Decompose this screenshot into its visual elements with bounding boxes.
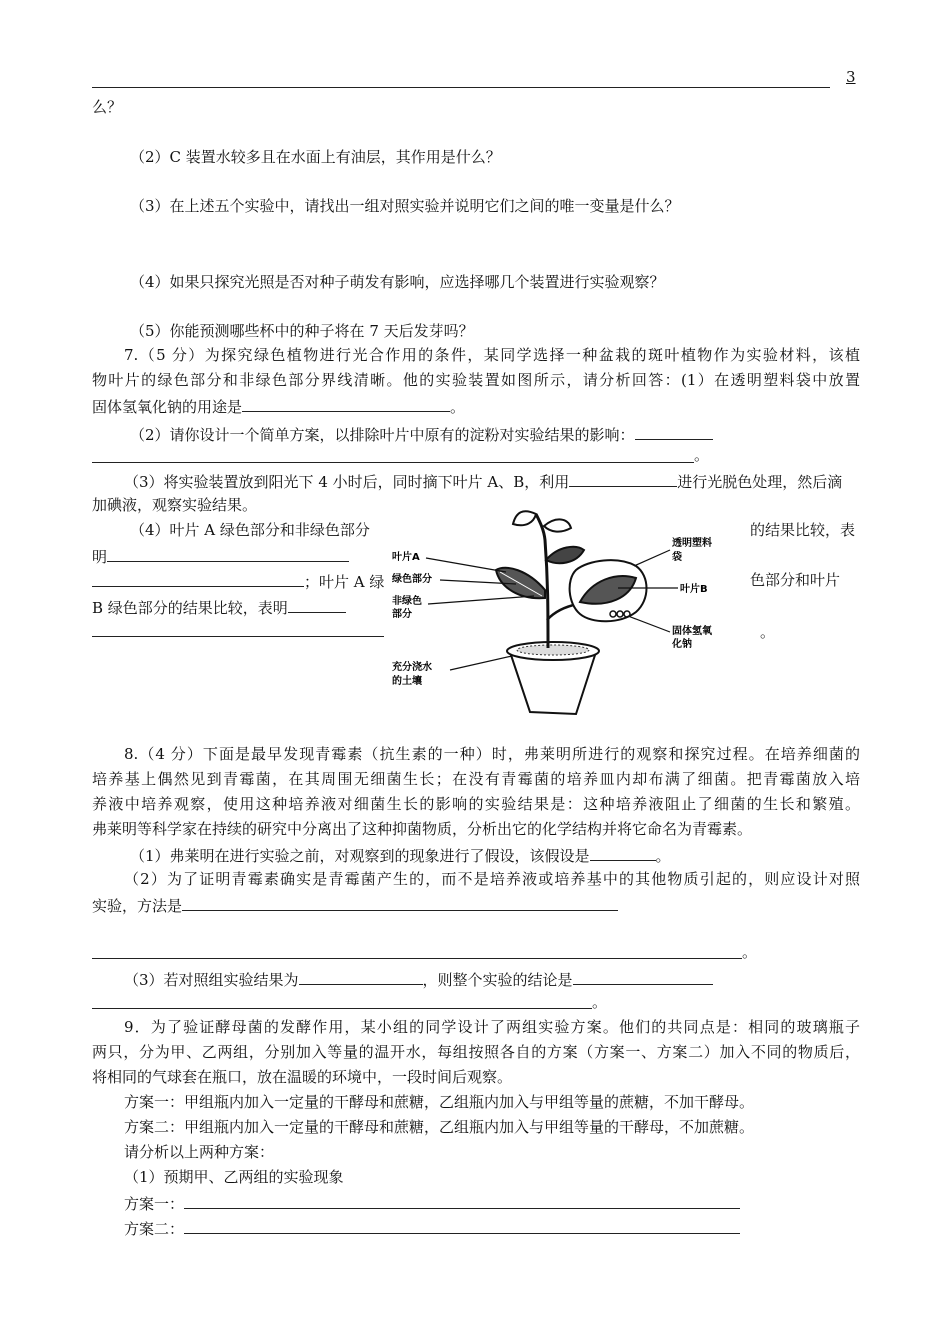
answer-blank-leafA-conclusion-cont[interactable] [92, 570, 304, 587]
label-leaf-a: 叶片A [392, 552, 420, 563]
q7-part4-text-right2: 色部分和叶片 [750, 571, 841, 589]
q7-part4-ming [92, 545, 349, 567]
q7-part3-text: （3）将实验装置放到阳光下 4 小时后，同时摘下叶片 A、B，利用 [124, 473, 570, 491]
label-green-part: 绿色部分 [392, 574, 432, 585]
answer-blank-leafAB-conclusion[interactable] [288, 596, 346, 613]
label-leaf-b: 叶片B [680, 584, 708, 595]
q9-answer2-label: 方案二： [124, 1220, 185, 1238]
q9-plan1: 方案一：甲组瓶内加入一定量的干酵母和蔗糖，乙组瓶内加入与甲组等量的蔗糖，不加干酵母。 [124, 1093, 755, 1111]
q7-part4-text-right: 的结果比较，表 [750, 521, 856, 539]
plant-experiment-figure [388, 500, 748, 722]
q7-part3-line2: 加碘液，观察实验结果。 [92, 496, 258, 514]
q9-answer1-label: 方案一： [124, 1195, 185, 1213]
q7-line1: 7.（5 分）为探究绿色植物进行光合作用的条件，某同学选择一种盆栽的斑叶植物作为实验材料，该植 [124, 346, 860, 364]
answer-line-leafAB-conclusion[interactable] [92, 636, 384, 637]
top-leaf [513, 511, 536, 525]
q7-part4-line3 [92, 570, 384, 592]
q9-plan2: 方案二：甲组瓶内加入一定量的干酵母和蔗糖，乙组瓶内加入与甲组等量的干酵母，不加蔗糖。 [124, 1118, 755, 1136]
label-nongreen-part-2: 部分 [392, 609, 412, 620]
answer-blank-starch-removal[interactable] [635, 423, 713, 440]
label-plastic-bag-2: 袋 [672, 552, 682, 563]
q7-line3-text: 固体氢氧化钠的用途是 [92, 398, 243, 416]
answer-blank-hypothesis[interactable] [590, 844, 656, 861]
q8-part3-text2: ，则整个实验的结论是 [422, 971, 573, 989]
q7-part2-text: （2）请你设计一个简单方案，以排除叶片中原有的淀粉对实验结果的影响： [130, 426, 635, 444]
q9-answer1 [124, 1192, 740, 1214]
answer-line-starch-removal[interactable] [92, 462, 694, 463]
label-plastic-bag-1: 透明塑料 [672, 538, 712, 549]
answer-line-control-method[interactable] [92, 958, 742, 959]
plant-stem [536, 514, 548, 648]
q8-line2: 培养基上偶然见到青霉菌，在其周围无细菌生长；在没有青霉菌的培养皿内却布满了细菌。把青霉菌放入培 [92, 770, 860, 788]
q7-part3-line1 [124, 470, 842, 492]
label-soil-2: 的土壤 [392, 676, 422, 687]
q7-line2: 物叶片的绿色部分和非绿色部分界线清晰。他的实验装置如图所示，请分析回答：(1）在透明塑料袋中放置 [92, 371, 860, 389]
q8-part2-text: 实验，方法是 [92, 897, 183, 915]
q8-part3 [124, 968, 713, 990]
answer-line-conclusion[interactable] [92, 1008, 592, 1009]
label-soil-1: 充分浇水 [392, 662, 432, 673]
pointer-line [634, 550, 670, 566]
q8-part2-line2 [92, 894, 618, 916]
answer-blank-conclusion[interactable] [573, 968, 713, 985]
q7-part4-text4: B 绿色部分的结果比较，表明 [92, 599, 288, 617]
period: 。 [760, 623, 776, 641]
q8-part2-line1: （2）为了证明青霉素确实是青霉菌产生的，而不是培养液或培养基中的其他物质引起的，则应设计对照 [124, 870, 860, 888]
label-naoh-1: 固体氢氧 [672, 626, 712, 637]
middle-leaf [546, 547, 584, 563]
pointer-line [628, 616, 670, 632]
q7-part4-ming-text: 明 [92, 548, 108, 566]
answer-blank-control-method[interactable] [182, 894, 618, 911]
flower-pot [507, 642, 599, 714]
q8-part1 [130, 844, 671, 866]
q8-line1: 8.（4 分）下面是最早发现青霉素（抗生素的一种）时，弗莱明所进行的观察和探究过程。在培养细菌的 [124, 745, 860, 763]
pointer-line [450, 656, 512, 670]
period: 。 [655, 847, 671, 865]
q6-part5: （5）你能预测哪些杯中的种子将在 7 天后发芽吗？ [130, 322, 474, 340]
q9-answer2 [124, 1217, 740, 1239]
answer-blank-plan2[interactable] [184, 1217, 740, 1234]
q9-part1: （1）预期甲、乙两组的实验现象 [124, 1168, 344, 1186]
top-leaf [544, 519, 571, 531]
q9-line2: 两只，分为甲、乙两组，分别加入等量的温开水，每组按照各自的方案（方案一、方案二）加入不同的物质后， [92, 1043, 860, 1061]
answer-blank-control-result[interactable] [299, 968, 423, 985]
q9-analyze: 请分析以上两种方案： [124, 1143, 275, 1161]
q8-part3-text: （3）若对照组实验结果为 [124, 971, 299, 989]
answer-blank-decolor-reagent[interactable] [569, 470, 677, 487]
period: 。 [450, 398, 466, 416]
period: 。 [742, 943, 758, 961]
answer-blank-plan1[interactable] [184, 1192, 740, 1209]
q6-part2: （2）C 装置水较多且在水面上有油层，其作用是什么？ [130, 148, 501, 166]
q7-part4-text3: ；叶片 A 绿 [304, 573, 385, 591]
header-rule [92, 87, 830, 88]
q6-part4: （4）如果只探究光照是否对种子萌发有影响，应选择哪几个装置进行实验观察？ [130, 273, 665, 291]
q6-part3: （3）在上述五个实验中，请找出一组对照实验并说明它们之间的唯一变量是什么？ [130, 197, 680, 215]
q7-part4-line4 [92, 596, 346, 618]
label-nongreen-part-1: 非绿色 [392, 596, 422, 607]
label-naoh-2: 化钠 [672, 639, 692, 650]
answer-blank-leafA-conclusion[interactable] [107, 545, 349, 562]
pointer-line [428, 596, 534, 604]
q7-line3 [92, 395, 465, 417]
q7-part2 [130, 423, 713, 445]
q7-part4-text: （4）叶片 A 绿色部分和非绿色部分 [130, 521, 370, 539]
pointer-line [426, 558, 506, 572]
q8-line3: 养液中培养观察，使用这种培养液对细菌生长的影响的实验结果是：这种培养液阻止了细菌的生长和繁殖。 [92, 795, 860, 813]
q9-line3: 将相同的气球套在瓶口，放在温暖的环境中，一段时间后观察。 [92, 1068, 513, 1086]
period: 。 [694, 446, 710, 464]
q7-part3-text2: 进行光脱色处理，然后滴 [677, 473, 843, 491]
page-number: 3 [846, 68, 856, 86]
answer-blank-naoh-use[interactable] [242, 395, 450, 412]
q9-line1: 9．为了验证酵母菌的发酵作用，某小组的同学设计了两组实验方案。他们的共同点是：相同的玻璃瓶子 [124, 1018, 860, 1036]
q8-part1-text: （1）弗莱明在进行实验之前，对观察到的现象进行了假设，该假设是 [130, 847, 590, 865]
period: 。 [592, 993, 608, 1011]
q6-continuation: 么？ [92, 98, 123, 116]
q8-line4: 弗莱明等科学家在持续的研究中分离出了这种抑菌物质，分析出它的化学结构并将它命名为青霉素。 [92, 820, 753, 838]
